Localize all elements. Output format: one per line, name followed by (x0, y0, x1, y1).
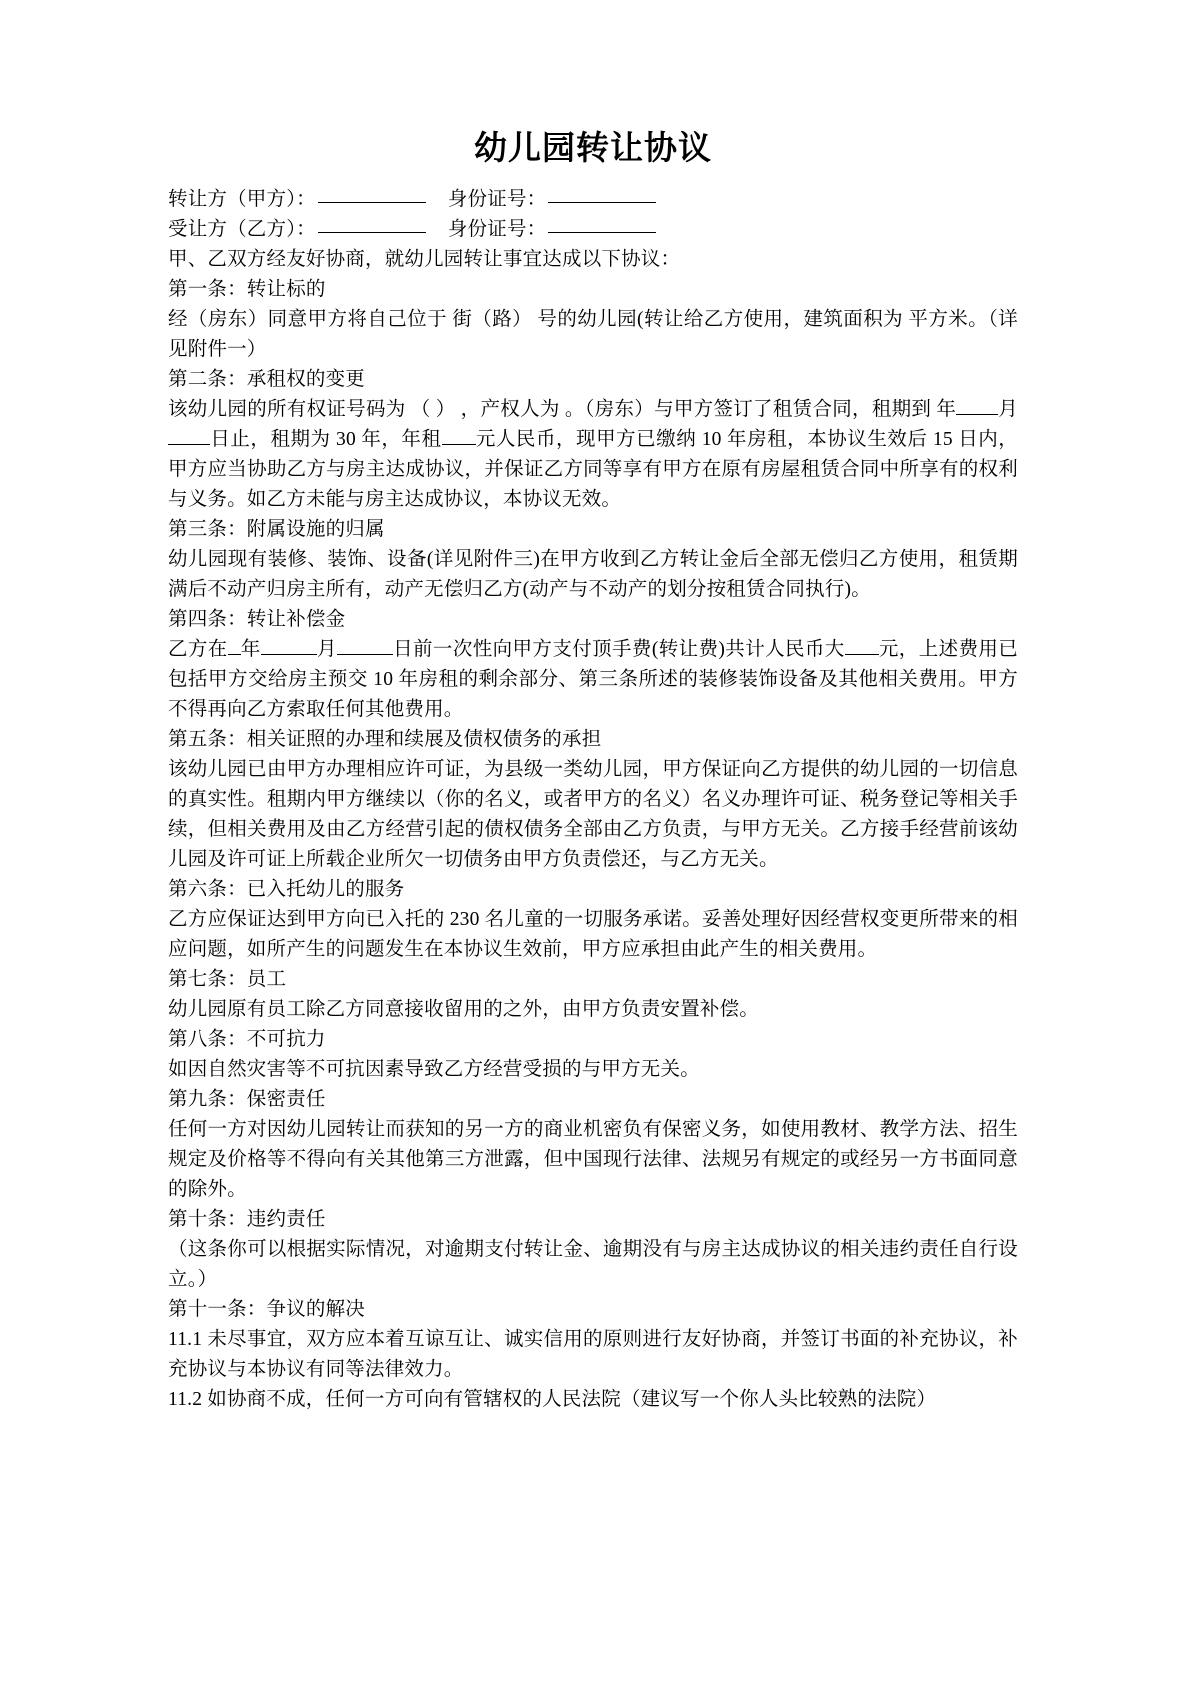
clause-body-5: 该幼儿园已由甲方办理相应许可证，为县级一类幼儿园，甲方保证向乙方提供的幼儿园的一切信息的真实性。租期内甲方继续以（你的名义，或者甲方的名义）名义办理许可证、税务登记等相关手续，但相关费用及由乙方经营引起的债权债务全部由乙方负责，与甲方无关。乙方接手经营前该幼儿园及许可证上所载企业所欠一切债务由甲方负责偿还，与乙方无关。 (168, 758, 1018, 870)
clause-heading-6: 第六条：已入托幼儿的服务 (168, 878, 405, 900)
clause-body-3: 幼儿园现有装修、装饰、设备(详见附件三)在甲方收到乙方转让金后全部无偿归乙方使用，租赁期满后不动产归房主所有，动产无偿归乙方(动产与不动产的划分按租赁合同执行)。 (168, 548, 1018, 600)
sub-clause-11-1: 11.1 未尽事宜，双方应本着互谅互让、诚实信用的原则进行友好协商，并签订书面的补充协议，补充协议与本协议有同等法律效力。 (168, 1328, 1018, 1380)
clause-heading-2: 第二条：承租权的变更 (168, 368, 366, 390)
clause-heading-11: 第十一条：争议的解决 (168, 1298, 366, 1320)
clause-heading-1: 第一条：转让标的 (168, 278, 326, 300)
transferor-id-label: 身份证号： (447, 188, 547, 210)
clause-heading-3: 第三条：附属设施的归属 (168, 518, 385, 540)
clause-heading-8: 第八条：不可抗力 (168, 1028, 326, 1050)
clause-4-day-blank[interactable] (337, 654, 393, 655)
clause-4-part-1: 乙方在 (168, 638, 228, 660)
clause-body-7: 幼儿园原有员工除乙方同意接收留用的之外，由甲方负责安置补偿。 (168, 998, 760, 1020)
clause-4-part-5: 元，上述费用已包括甲方交给房主预交 10 年房租的剩余部分、第三条所述的装修装饰设备及其他相关费用。甲方不得再向乙方索取任何其他费用。 (168, 638, 1019, 720)
sub-clause-11-2: 11.2 如协商不成，任何一方可向有管辖权的人民法院（建议写一个你人头比较熟的法院） (168, 1388, 937, 1410)
clause-heading-10: 第十条：违约责任 (168, 1208, 326, 1230)
clause-2-part-1: 该幼儿园的所有权证号码为 （ ） ，产权人为 。（房东）与甲方签订了租赁合同，租期到 年 (168, 398, 957, 420)
clause-4-year-blank[interactable] (228, 654, 241, 655)
clause-body-2 (168, 395, 1018, 515)
transferee-role-label: 受让方（乙方）： (168, 218, 316, 240)
clause-heading-4: 第四条：转让补偿金 (168, 608, 346, 630)
clause-2-rent-blank[interactable] (442, 444, 476, 445)
transferee-line (168, 215, 1018, 245)
clause-2-part-3: 日止，租期为 30 年，年租 (210, 428, 442, 450)
clause-body-1: 经（房东）同意甲方将自己位于 街（路） 号的幼儿园(转让给乙方使用，建筑面积为 平方米。（详见附件一） (168, 308, 1018, 360)
agreement-intro: 甲、乙双方经友好协商，就幼儿园转让事宜达成以下协议： (168, 248, 681, 270)
clause-heading-9: 第九条：保密责任 (168, 1088, 326, 1110)
document-content (168, 128, 1018, 1415)
page-title: 幼儿园转让协议 (474, 131, 712, 167)
transferee-id-label: 身份证号： (447, 218, 547, 240)
transferor-name-blank[interactable] (318, 202, 426, 203)
clause-4-amount-blank[interactable] (845, 654, 879, 655)
clause-body-4 (168, 635, 1018, 725)
clause-4-part-4: 日前一次性向甲方支付顶手费(转让费)共计人民币大 (392, 638, 845, 660)
clause-2-month-blank[interactable] (956, 414, 998, 415)
transferor-id-blank[interactable] (548, 202, 656, 203)
clause-2-part-4: 元人民币，现甲方已缴纳 10 年房租，本协议生效后 15 日内，甲方应当协助乙方与房主达成协议，并保证乙方同等享有甲方在原有房屋租赁合同中所享有的权利与义务。如乙方未能与房主达成协议，本协议无效。 (168, 428, 1018, 510)
clause-4-month-blank[interactable] (261, 654, 317, 655)
clause-body-6: 乙方应保证达到甲方向已入托的 230 名儿童的一切服务承诺。妥善处理好因经营权变更所带来的相应问题，如所产生的问题发生在本协议生效前，甲方应承担由此产生的相关费用。 (168, 908, 1018, 960)
transferor-role-label: 转让方（甲方）： (168, 188, 316, 210)
clause-heading-7: 第七条：员工 (168, 968, 287, 990)
clause-4-part-3: 月 (316, 638, 337, 660)
clause-2-part-2: 月 (998, 398, 1018, 420)
clause-body-8: 如因自然灾害等不可抗因素导致乙方经营受损的与甲方无关。 (168, 1058, 700, 1080)
transferor-line (168, 185, 1018, 215)
transferee-id-blank[interactable] (548, 232, 656, 233)
transferee-name-blank[interactable] (318, 232, 426, 233)
clause-4-part-2: 年 (240, 638, 261, 660)
clause-heading-5: 第五条：相关证照的办理和续展及债权债务的承担 (168, 728, 602, 750)
clause-2-day-blank[interactable] (168, 444, 210, 445)
clause-body-9: 任何一方对因幼儿园转让而获知的另一方的商业机密负有保密义务，如使用教材、教学方法、招生规定及价格等不得向有关其他第三方泄露，但中国现行法律、法规另有规定的或经另一方书面同意的除外。 (168, 1118, 1018, 1200)
clause-body-10: （这条你可以根据实际情况，对逾期支付转让金、逾期没有与房主达成协议的相关违约责任自行设立。） (168, 1238, 1018, 1290)
